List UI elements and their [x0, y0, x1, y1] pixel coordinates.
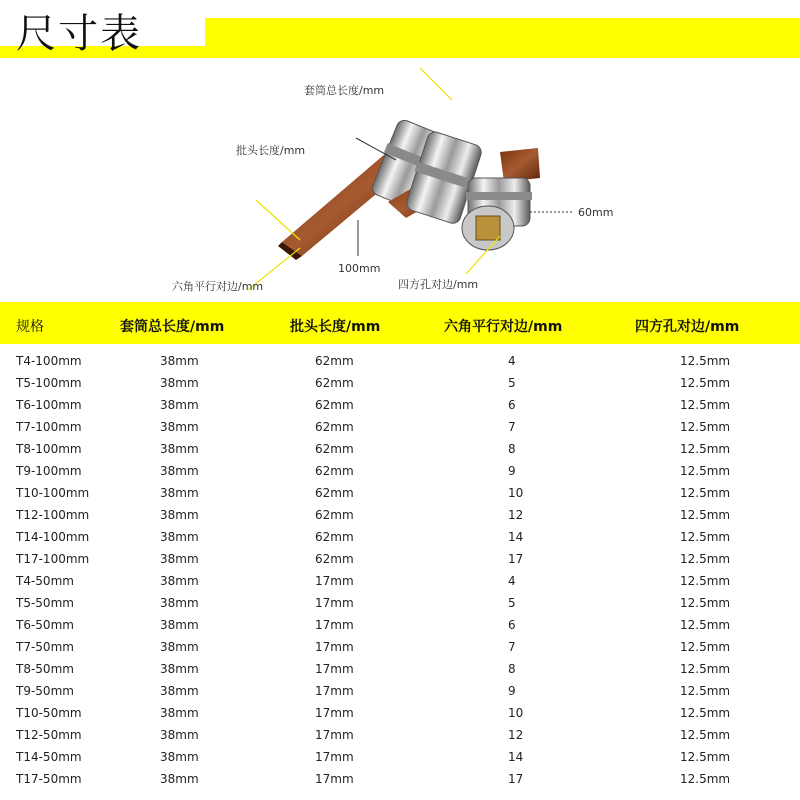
cell-square: 12.5mm [680, 486, 731, 500]
cell-hex: 8 [508, 662, 516, 676]
cell-spec: T12-50mm [16, 728, 82, 742]
socket-length-leader [420, 68, 452, 100]
cell-hex: 7 [508, 640, 516, 654]
cell-socket-length: 38mm [160, 552, 199, 566]
cell-socket-length: 38mm [160, 420, 199, 434]
cell-socket-length: 38mm [160, 662, 199, 676]
cell-spec: T8-50mm [16, 662, 74, 676]
cell-socket-length: 38mm [160, 750, 199, 764]
cell-bit-length: 62mm [315, 508, 354, 522]
cell-square: 12.5mm [680, 508, 731, 522]
cell-hex: 14 [508, 750, 524, 764]
cell-spec: T5-100mm [16, 376, 82, 390]
cell-socket-length: 38mm [160, 706, 199, 720]
cell-bit-length: 62mm [315, 420, 354, 434]
table-row [0, 748, 800, 770]
table-header [0, 302, 800, 344]
table-row [0, 726, 800, 748]
cell-socket-length: 38mm [160, 486, 199, 500]
table-row [0, 704, 800, 726]
cell-square: 12.5mm [680, 750, 731, 764]
cell-socket-length: 38mm [160, 684, 199, 698]
cell-socket-length: 38mm [160, 640, 199, 654]
cell-socket-length: 38mm [160, 772, 199, 786]
cell-socket-length: 38mm [160, 728, 199, 742]
col-header-socket-length: 套筒总长度/mm [120, 319, 225, 335]
table-row [0, 396, 800, 418]
page-title: 尺寸表 [16, 11, 142, 57]
cell-hex: 9 [508, 464, 516, 478]
table-row [0, 374, 800, 396]
cell-bit-length: 62mm [315, 442, 354, 456]
cell-bit-length: 17mm [315, 662, 354, 676]
cell-socket-length: 38mm [160, 464, 199, 478]
cell-square: 12.5mm [680, 772, 731, 786]
cell-square: 12.5mm [680, 706, 731, 720]
cell-hex: 6 [508, 398, 516, 412]
table-row [0, 506, 800, 528]
table-row [0, 572, 800, 594]
cell-square: 12.5mm [680, 376, 731, 390]
cell-socket-length: 38mm [160, 618, 199, 632]
cell-square: 12.5mm [680, 640, 731, 654]
label-hex-across-flats: 六角平行对边/mm [172, 280, 264, 293]
label-socket-length: 套筒总长度/mm [304, 84, 385, 97]
dim-100mm: 100mm [338, 262, 381, 275]
cell-square: 12.5mm [680, 354, 731, 368]
cell-spec: T17-100mm [16, 552, 90, 566]
table-row [0, 594, 800, 616]
table-row [0, 616, 800, 638]
cell-bit-length: 62mm [315, 552, 354, 566]
cell-spec: T14-50mm [16, 750, 82, 764]
cell-square: 12.5mm [680, 420, 731, 434]
label-bit-length: 批头长度/mm [236, 144, 306, 157]
bit-length-yellow-leader [256, 200, 300, 240]
table-row [0, 770, 800, 792]
table-row [0, 352, 800, 374]
cell-hex: 6 [508, 618, 516, 632]
cell-square: 12.5mm [680, 398, 731, 412]
table-row [0, 418, 800, 440]
cell-bit-length: 62mm [315, 376, 354, 390]
cell-bit-length: 62mm [315, 530, 354, 544]
cell-spec: T12-100mm [16, 508, 90, 522]
cell-bit-length: 17mm [315, 596, 354, 610]
col-header-hex: 六角平行对边/mm [444, 319, 563, 335]
table-row [0, 440, 800, 462]
cell-square: 12.5mm [680, 684, 731, 698]
table-row [0, 550, 800, 572]
table-row [0, 528, 800, 550]
cell-hex: 10 [508, 706, 524, 720]
cell-spec: T7-100mm [16, 420, 82, 434]
cell-bit-length: 17mm [315, 574, 354, 588]
cell-spec: T14-100mm [16, 530, 90, 544]
socket-bits-image [0, 60, 800, 300]
cell-hex: 10 [508, 486, 524, 500]
cell-square: 12.5mm [680, 618, 731, 632]
cell-bit-length: 62mm [315, 354, 354, 368]
cell-hex: 8 [508, 442, 516, 456]
cell-hex: 9 [508, 684, 516, 698]
table-row [0, 638, 800, 660]
cell-hex: 4 [508, 574, 516, 588]
cell-socket-length: 38mm [160, 354, 199, 368]
cell-hex: 17 [508, 552, 524, 566]
cell-hex: 12 [508, 508, 524, 522]
col-header-spec: 规格 [16, 319, 44, 335]
cell-hex: 5 [508, 596, 516, 610]
cell-bit-length: 17mm [315, 640, 354, 654]
table-row [0, 660, 800, 682]
cell-bit-length: 17mm [315, 684, 354, 698]
cell-socket-length: 38mm [160, 398, 199, 412]
table-row [0, 682, 800, 704]
cell-hex: 7 [508, 420, 516, 434]
cell-spec: T8-100mm [16, 442, 82, 456]
col-header-square: 四方孔对边/mm [635, 319, 740, 335]
cell-hex: 17 [508, 772, 524, 786]
cell-bit-length: 17mm [315, 618, 354, 632]
cell-bit-length: 62mm [315, 398, 354, 412]
cell-square: 12.5mm [680, 442, 731, 456]
cell-square: 12.5mm [680, 464, 731, 478]
table-row [0, 484, 800, 506]
cell-bit-length: 17mm [315, 772, 354, 786]
cell-socket-length: 38mm [160, 530, 199, 544]
cell-spec: T10-50mm [16, 706, 82, 720]
cell-spec: T6-100mm [16, 398, 82, 412]
product-illustration [0, 60, 800, 300]
cell-square: 12.5mm [680, 530, 731, 544]
cell-spec: T6-50mm [16, 618, 74, 632]
cell-bit-length: 62mm [315, 486, 354, 500]
cell-hex: 14 [508, 530, 524, 544]
cell-square: 12.5mm [680, 552, 731, 566]
col-header-bit-length: 批头长度/mm [290, 319, 381, 335]
cell-bit-length: 17mm [315, 706, 354, 720]
cell-socket-length: 38mm [160, 596, 199, 610]
dim-60mm: 60mm [578, 206, 614, 219]
cell-spec: T17-50mm [16, 772, 82, 786]
label-square-hole: 四方孔对边/mm [398, 278, 479, 291]
cell-hex: 12 [508, 728, 524, 742]
cell-square: 12.5mm [680, 596, 731, 610]
cell-socket-length: 38mm [160, 574, 199, 588]
cell-spec: T5-50mm [16, 596, 74, 610]
cell-square: 12.5mm [680, 728, 731, 742]
cell-socket-length: 38mm [160, 442, 199, 456]
cell-hex: 5 [508, 376, 516, 390]
cell-bit-length: 62mm [315, 464, 354, 478]
cell-square: 12.5mm [680, 574, 731, 588]
cell-bit-length: 17mm [315, 750, 354, 764]
cell-socket-length: 38mm [160, 508, 199, 522]
cell-spec: T10-100mm [16, 486, 90, 500]
cell-spec: T9-50mm [16, 684, 74, 698]
cell-spec: T4-50mm [16, 574, 74, 588]
cell-hex: 4 [508, 354, 516, 368]
cell-square: 12.5mm [680, 662, 731, 676]
cell-spec: T7-50mm [16, 640, 74, 654]
cell-spec: T4-100mm [16, 354, 82, 368]
cell-bit-length: 17mm [315, 728, 354, 742]
cell-socket-length: 38mm [160, 376, 199, 390]
cell-spec: T9-100mm [16, 464, 82, 478]
table-row [0, 462, 800, 484]
